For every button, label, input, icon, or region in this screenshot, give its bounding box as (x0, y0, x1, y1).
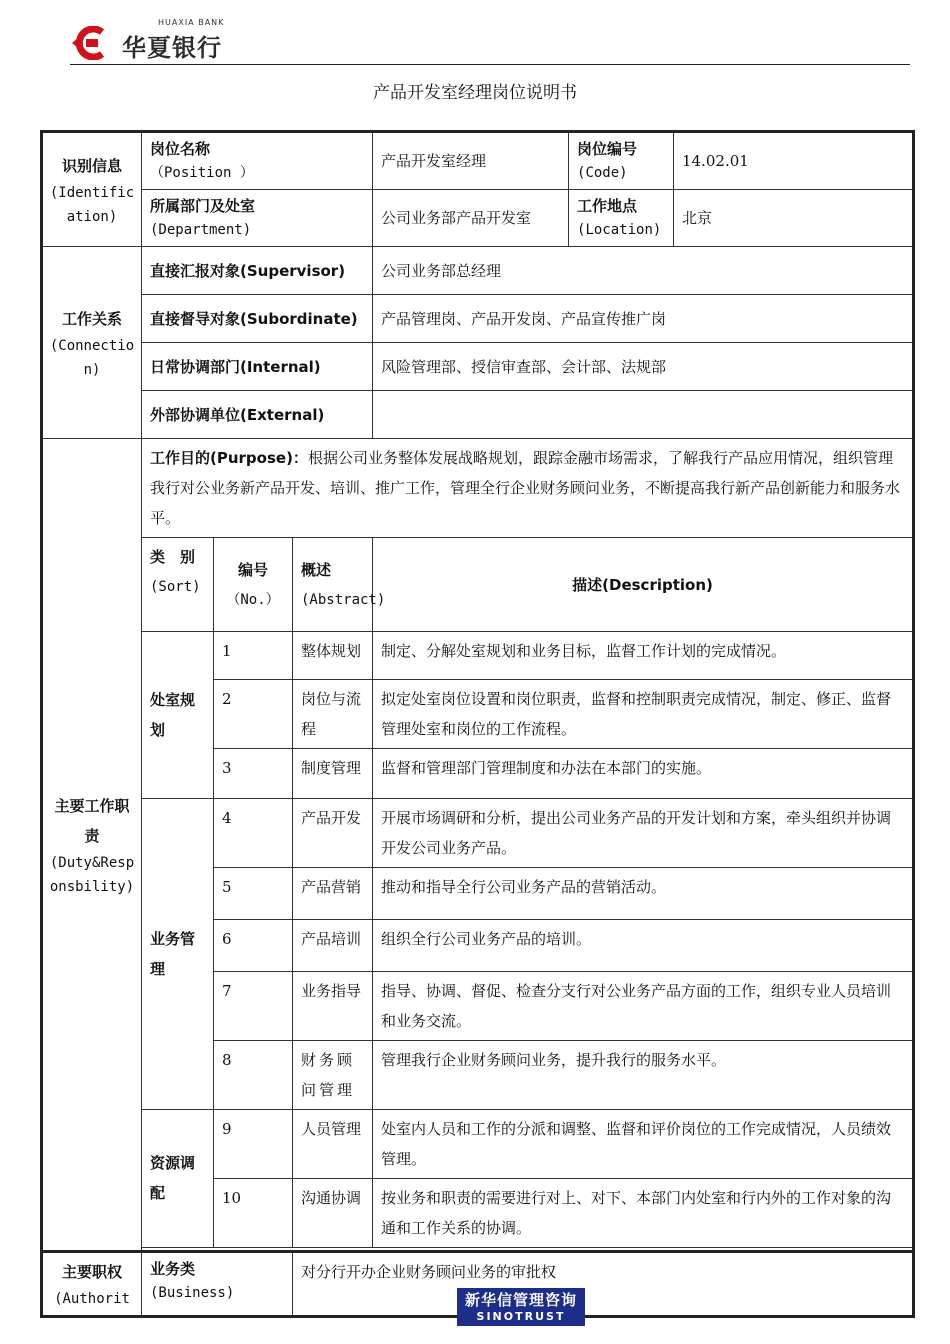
duty-description: 监督和管理部门管理制度和办法在本部门的实施。 (373, 749, 914, 799)
section-connection: 工作关系 (Connection) (42, 247, 142, 439)
duty-no: 6 (214, 920, 293, 972)
purpose-text: 根据公司业务整体发展战略规划，跟踪金融市场需求，了解我行产品应用情况，组织管理我行对公业务新产品开发、培训、推广工作，管理全行企业财务顾问业务，不断提高我行新产品创新能力和服务水平。 (150, 449, 901, 527)
sinotrust-logo (457, 1288, 585, 1326)
duty-no: 9 (214, 1110, 293, 1179)
duty-no: 10 (214, 1179, 293, 1248)
duty-abstract: 整体规划 (293, 632, 373, 680)
duty-no: 8 (214, 1041, 293, 1110)
external-label: 外部协调单位(External) (142, 391, 373, 439)
authority-value: 对分行开办企业财务顾问业务的审批权 (293, 1252, 914, 1317)
duty-abstract: 业务指导 (293, 972, 373, 1041)
duty-abstract: 沟通协调 (293, 1179, 373, 1248)
duty-description: 指导、协调、督促、检查分支行对公业务产品方面的工作，组织专业人员培训和业务交流。 (373, 972, 914, 1041)
duty-abstract: 产品营销 (293, 868, 373, 920)
department-value: 公司业务部产品开发室 (373, 190, 569, 247)
duty-no: 7 (214, 972, 293, 1041)
section-authority: 主要职权 (Authorit (42, 1252, 142, 1317)
duty-abstract: 人员管理 (293, 1110, 373, 1179)
code-value: 14.02.01 (674, 132, 914, 190)
duty-no: 4 (214, 799, 293, 868)
duty-abstract: 产品培训 (293, 920, 373, 972)
authority-label: 业务类 (Business) (142, 1252, 293, 1317)
department-label: 所属部门及处室 (Department) (142, 190, 373, 247)
logo-text-cn: 华夏银行 (122, 34, 222, 62)
section-duty: 主要工作职责 (Duty&Responsbility) (42, 439, 142, 1252)
duty-no: 1 (214, 632, 293, 680)
internal-value: 风险管理部、授信审查部、会计部、法规部 (373, 343, 914, 391)
duty-description: 管理我行企业财务顾问业务，提升我行的服务水平。 (373, 1041, 914, 1110)
logo-text-en: HUAXIA BANK (158, 18, 225, 27)
job-description-table (40, 130, 915, 1318)
duty-description: 按业务和职责的需要进行对上、对下、本部门内处室和行内外的工作对象的沟通和工作关系的协调。 (373, 1179, 914, 1248)
location-value: 北京 (674, 190, 914, 247)
supervisor-value: 公司业务部总经理 (373, 247, 914, 295)
subordinate-label: 直接督导对象(Subordinate) (142, 295, 373, 343)
sort-group-resources: 资源调配 (142, 1110, 214, 1248)
code-label: 岗位编号 (Code) (569, 132, 674, 190)
purpose-label: 工作目的(Purpose)： (150, 449, 308, 467)
page-header (0, 0, 950, 70)
purpose-cell (142, 439, 914, 538)
duty-abstract: 产品开发 (293, 799, 373, 868)
subordinate-value: 产品管理岗、产品开发岗、产品宣传推广岗 (373, 295, 914, 343)
no-header: 编号 （No.） (214, 538, 293, 632)
sort-group-planning: 处室规划 (142, 632, 214, 799)
sort-group-business: 业务管理 (142, 799, 214, 1110)
duty-description: 推动和指导全行公司业务产品的营销活动。 (373, 868, 914, 920)
header-divider (70, 64, 910, 65)
external-value (373, 391, 914, 439)
sort-header: 类 别 (Sort) (142, 538, 214, 632)
abstract-header: 概述 (Abstract) (293, 538, 373, 632)
duty-description: 开展市场调研和分析，提出公司业务产品的开发计划和方案，牵头组织并协调开发公司业务产品。 (373, 799, 914, 868)
duty-abstract: 财务顾问管理 (293, 1041, 373, 1110)
footer-logo-en: SINOTRUST (476, 1310, 566, 1323)
duty-no: 3 (214, 749, 293, 799)
duty-abstract: 岗位与流程 (293, 680, 373, 749)
duty-description: 拟定处室岗位设置和岗位职责，监督和控制职责完成情况，制定、修正、监督管理处室和岗位的工作流程。 (373, 680, 914, 749)
position-label: 岗位名称 （Position ） (142, 132, 373, 190)
footer-logo-cn: 新华信管理咨询 (464, 1291, 577, 1309)
duty-description: 组织全行公司业务产品的培训。 (373, 920, 914, 972)
duty-no: 2 (214, 680, 293, 749)
duty-abstract: 制度管理 (293, 749, 373, 799)
huaxia-bank-logo-icon (72, 26, 110, 60)
description-header: 描述(Description) (373, 538, 914, 632)
supervisor-label: 直接汇报对象(Supervisor) (142, 247, 373, 295)
duty-description: 处室内人员和工作的分派和调整、监督和评价岗位的工作完成情况，人员绩效管理。 (373, 1110, 914, 1179)
location-label: 工作地点 (Location) (569, 190, 674, 247)
document-title: 产品开发室经理岗位说明书 (373, 83, 577, 103)
section-identification: 识别信息 (Identification) (42, 132, 142, 247)
internal-label: 日常协调部门(Internal) (142, 343, 373, 391)
position-value: 产品开发室经理 (373, 132, 569, 190)
duty-no: 5 (214, 868, 293, 920)
duty-description: 制定、分解处室规划和业务目标，监督工作计划的完成情况。 (373, 632, 914, 680)
